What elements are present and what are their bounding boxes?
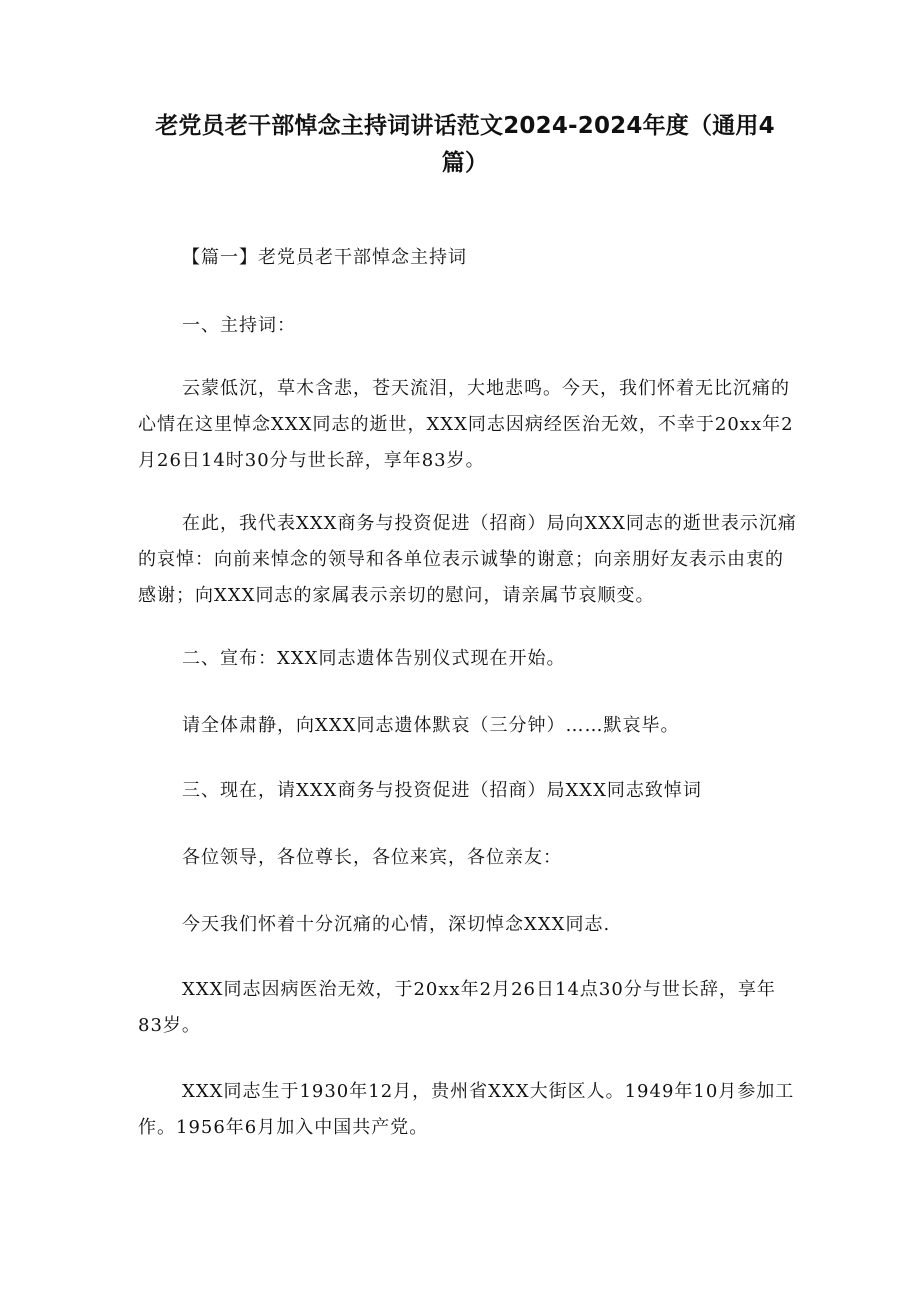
paragraph: 各位领导，各位尊长，各位来宾，各位亲友： (182, 847, 562, 868)
paragraph: XXX同志生于1930年12月，贵州省XXX大街区人。1949年10月参加工作。1956年6月加入中国共产党。 (138, 1081, 795, 1138)
document-title: 老党员老干部悼念主持词讲话范文2024-2024年度（通用4篇） (155, 113, 775, 176)
paragraph: 请全体肃静，向XXX同志遗体默哀（三分钟）……默哀毕。 (182, 715, 680, 736)
paragraph: 三、现在，请XXX商务与投资促进（招商）局XXX同志致悼词 (182, 780, 702, 801)
section-heading: 【篇一】老党员老干部悼念主持词 (182, 247, 467, 268)
paragraph: 云蒙低沉，草木含悲，苍天流泪，大地悲鸣。今天，我们怀着无比沉痛的心情在这里悼念XXX同志的逝世，XXX同志因病经医治无效，不幸于20xx年2月26日14时30分与世长辞，享年83岁。 (138, 378, 794, 471)
paragraph: 一、主持词： (182, 315, 296, 336)
paragraph: 今天我们怀着十分沉痛的心情，深切悼念XXX同志. (182, 914, 611, 935)
paragraph: 在此，我代表XXX商务与投资促进（招商）局向XXX同志的逝世表示沉痛的哀悼：向前来悼念的领导和各单位表示诚挚的谢意；向亲朋好友表示由衷的感谢；向XXX同志的家属表示亲切的慰问，请亲属节哀顺变。 (138, 513, 797, 606)
paragraph: 二、宣布：XXX同志遗体告别仪式现在开始。 (182, 648, 566, 669)
paragraph: XXX同志因病医治无效，于20xx年2月26日14点30分与世长辞，享年83岁。 (138, 979, 776, 1036)
